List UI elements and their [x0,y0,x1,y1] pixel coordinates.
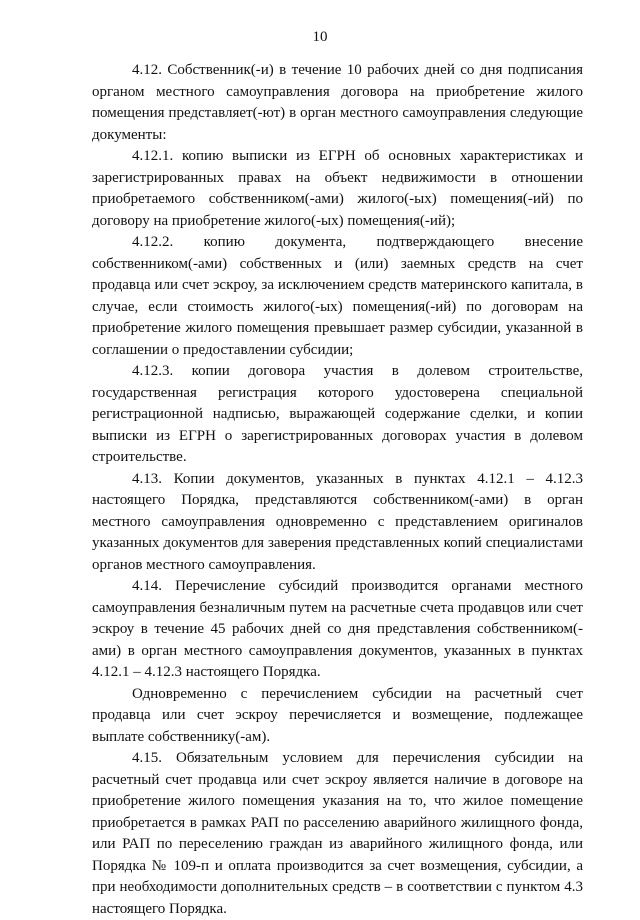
paragraph-4-12-3: 4.12.3. копии договора участия в долевом строительстве, государственная регистрация которого удостоверена специальной регистрационной надписью, выражающей содержание сделки, и копии выписки из ЕГРН о зарегистрированных договорах участия в долевом строительстве. [92,363,583,465]
paragraph-4-14-continuation: Одновременно с перечислением субсидии на расчетный счет продавца или счет эскроу перечисляется и возмещение, подлежащее выплате собственнику(-ам). [92,685,583,745]
document-body [92,60,583,920]
paragraph-4-13: 4.13. Копии документов, указанных в пунктах 4.12.1 – 4.12.3 настоящего Порядка, представляются собственником(-ами) в орган местного самоуправления одновременно с представлением оригиналов указанных документов для заверения представленных копий специалистами органов местного самоуправления. [92,470,583,573]
paragraph-4-12-1: 4.12.1. копию выписки из ЕГРН об основных характеристиках и зарегистрированных правах на объект недвижимости в отношении приобретаемого собственником(-ами) жилого(-ых) помещения(-ий) по договору на приобретение жилого(-ых) помещения(-ий); [92,148,583,229]
paragraph-4-14: 4.14. Перечисление субсидий производится органами местного самоуправления безналичным путем на расчетные счета продавцов или счет эскроу в течение 45 рабочих дней со дня представления собственником(-ами) в орган местного самоуправления документов, указанных в пунктах 4.12.1 – 4.12.3 настоящего Порядка. [92,578,583,680]
page-number: 10 [312,29,328,45]
paragraph-4-15: 4.15. Обязательным условием для перечисления субсидии на расчетный счет продавца или счет эскроу является наличие в договоре на приобретение жилого помещения указания на то, что жилое помещение приобретается в рамках РАП по расселению аварийного жилищного фонда, или РАП по переселению граждан из аварийного жилищного фонда, или Порядка № 109-п и оплата производится за счет возмещения, субсидии, а при необходимости дополнительных средств – в соответствии с пунктом 4.3 настоящего Порядка. [92,750,583,917]
paragraph-4-12-2: 4.12.2. копию документа, подтверждающего внесение собственником(-ами) собственных и (или) заемных средств на счет продавца или счет эскроу, за исключением средств материнского капитала, в случае, если стоимость жилого(-ых) помещения(-ий) по договорам на приобретение жилого помещения превышает размер субсидии, указанной в соглашении о предоставлении субсидии; [92,234,583,358]
paragraph-4-12: 4.12. Собственник(-и) в течение 10 рабочих дней со дня подписания органом местного самоуправления договора на приобретение жилого помещения представляет(-ют) в орган местного самоуправления следующие документы: [92,62,583,143]
